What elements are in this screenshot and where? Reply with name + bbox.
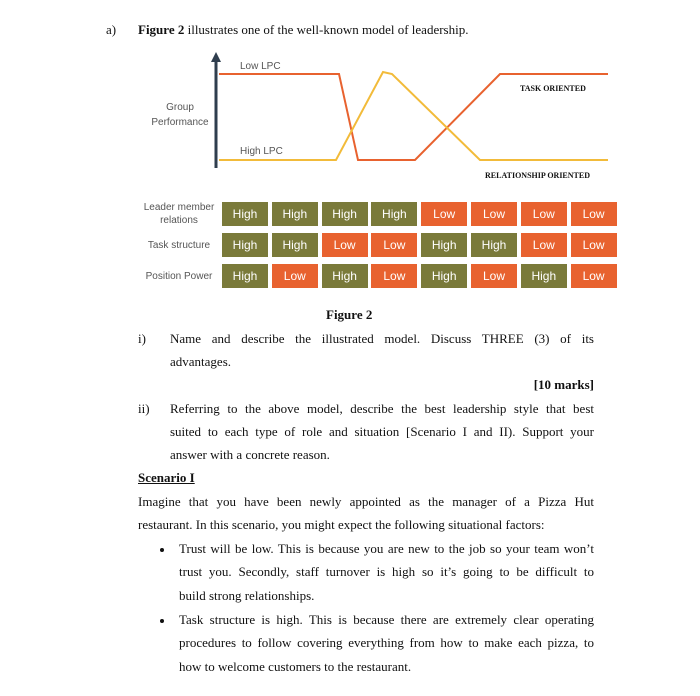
table-cell-low: Low [371,264,417,288]
y-axis-label [140,100,220,130]
y-axis-label-line: Group [166,102,194,113]
table-cell-low: Low [571,233,617,257]
scenario-paragraph: Imagine that you have been newly appointed as the manager of a Pizza Hut [138,494,594,509]
lpc-chart [0,0,700,200]
table-cell-high: High [272,233,318,257]
q1-text: Name and describe the illustrated model. Discuss THREE (3) of its [170,331,594,346]
bullet-icon [160,619,164,623]
bullet-text: procedures to follow covering everything from how to make each pizza, to [179,635,594,650]
bullet-text: build strong relationships. [179,588,315,603]
high-lpc-label: High LPC [240,146,283,157]
table-cell-high: High [421,264,467,288]
q2-label: ii) [138,401,150,416]
table-cell-low: Low [272,264,318,288]
q2-text: answer with a concrete reason. [170,447,330,462]
row-label-task-structure: Task structure [147,240,211,251]
row-label-leader-member [138,201,220,227]
intro-text: illustrates one of the well-known model of leadership. [184,22,469,37]
question-label: a) [106,22,117,37]
bullet-text: Trust will be low. This is because you are new to the job so your team won’t [179,541,594,556]
bullet-text: Task structure is high. This is because there are extremely clear operating [179,612,594,627]
table-cell-low: Low [471,264,517,288]
table-cell-low: Low [471,202,517,226]
row-label-line: Leader member [143,202,215,213]
table-cell-low: Low [371,233,417,257]
table-cell-high: High [222,264,268,288]
table-cell-high: High [371,202,417,226]
bullet-text: trust you. Secondly, staff turnover is high so it’s going to be difficult to [179,564,594,579]
axis-arrow-icon [211,52,221,62]
q1-text-cont: advantages. [170,354,232,369]
table-cell-high: High [272,202,318,226]
bullet-text: how to welcome customers to the restaurant. [179,659,412,674]
task-oriented-label: TASK ORIENTED [520,84,586,93]
q2-text: suited to each type of role and situation [Scenario I and II). Support your [170,424,594,439]
q2-text: Referring to the above model, describe the best leadership style that best [170,401,594,416]
table-cell-low: Low [571,202,617,226]
table-cell-high: High [421,233,467,257]
table-cell-high: High [322,202,368,226]
q1-marks: [10 marks] [533,377,594,392]
table-cell-high: High [222,233,268,257]
figure-ref: Figure 2 [138,22,185,37]
scenario-title: Scenario I [138,470,195,485]
table-cell-low: Low [571,264,617,288]
table-cell-high: High [322,264,368,288]
bullet-icon [160,548,164,552]
scenario-paragraph: restaurant. In this scenario, you might expect the following situational factors: [138,517,545,532]
row-label-line: relations [160,215,198,226]
row-label-position-power: Position Power [145,271,213,282]
low-lpc-label: Low LPC [240,61,281,72]
table-cell-high: High [521,264,567,288]
table-cell-low: Low [322,233,368,257]
relationship-oriented-label: RELATIONSHIP ORIENTED [485,171,590,180]
table-cell-high: High [471,233,517,257]
figure-caption: Figure 2 [326,307,373,322]
q1-label: i) [138,331,146,346]
y-axis-label-line: Performance [151,117,209,128]
table-cell-low: Low [421,202,467,226]
table-cell-low: Low [521,202,567,226]
table-cell-high: High [222,202,268,226]
table-cell-low: Low [521,233,567,257]
